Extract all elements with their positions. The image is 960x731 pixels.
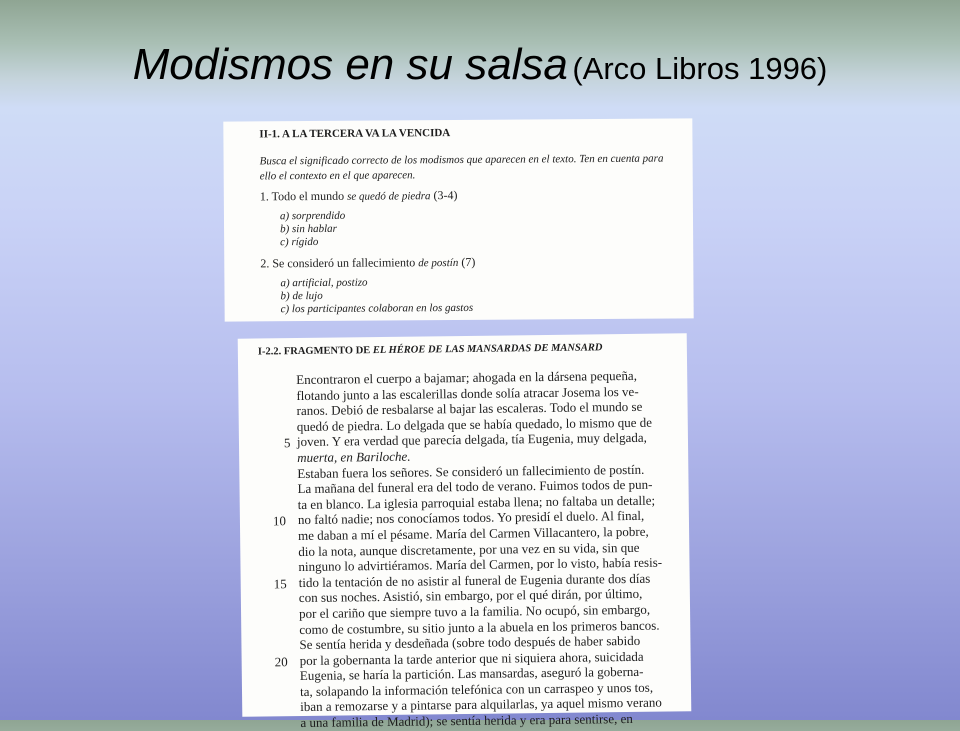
text-line: La mañana del funeral era del todo de verano. Fuimos todos de pun- — [297, 476, 653, 497]
text-line: ta, solapando la información telefónica con un carraspeo y unos tos, — [299, 679, 654, 699]
question-2-option-c: c) los participantes colaboran en los gastos — [280, 301, 474, 316]
question-1-prefix: 1. Todo el mundo — [259, 188, 345, 204]
line-number: 10 — [272, 513, 287, 529]
question-1-option-a: a) sorprendido — [279, 209, 346, 223]
title-subtitle: (Arco Libros 1996) — [572, 51, 828, 86]
text-line: muerta, en Bariloche. — [297, 448, 411, 466]
text-line: me daban a mí el pésame. María del Carmen Villacantero, la pobre, — [298, 523, 649, 543]
exercise-instructions: Busca el significado correcto de los modismos que aparecen en el texto. Ten en cuenta para ello el contexto en el que aparecen. — [259, 152, 664, 183]
line-number: 20 — [274, 654, 288, 670]
text-line: por la gobernanta la tarde anterior que ni siquiera ahora, suicidada — [299, 648, 644, 668]
text-line: iban a remozarse y a pintarse para alquilarlas, ya aquel mismo verano — [300, 695, 662, 715]
question-2-idiom: de postín — [418, 257, 459, 270]
fragment-body — [296, 367, 692, 730]
question-1 — [260, 188, 458, 204]
text-line: a una familia de Madrid); se sentía herida y era para sentirse, en — [300, 711, 633, 731]
text-line: ranos. Debió de resbalarse al bajar las escaleras. Todo el mundo se — [296, 399, 643, 419]
text-line: flotando junto a las escalerillas donde solía atracar Josema los ve- — [296, 383, 639, 403]
question-2-ref: (7) — [461, 254, 476, 269]
question-2-prefix: 2. Se consideró un fallecimiento — [260, 255, 416, 271]
title-main: Modismos en su salsa — [132, 40, 568, 89]
question-2-option-a: a) artificial, postizo — [280, 276, 368, 290]
question-2 — [260, 255, 475, 272]
text-line: Eugenia, se haría la partición. Las mansardas, aseguró la goberna- — [299, 664, 644, 684]
fragment-heading — [258, 342, 603, 357]
question-1-option-c: c) rígido — [280, 235, 319, 249]
text-line: dio la nota, aunque discretamente, por una vez en su vida, sin que — [298, 539, 640, 559]
question-1-idiom: se quedó de piedra — [347, 190, 431, 203]
text-line: Encontraron el cuerpo a bajamar; ahogada en la dársena pequeña, — [296, 367, 637, 388]
text-line: ta en blanco. La iglesia parroquial estaba llena; no faltaba un detalle; — [297, 492, 656, 512]
text-line: quedó de piedra. Lo delgada que se había quedado, lo mismo que de — [296, 414, 653, 434]
text-line: tido la tentación de no asistir al funeral de Eugenia durante dos días — [298, 570, 651, 590]
novel-fragment-image — [238, 333, 692, 731]
text-line: joven. Y era verdad que parecía delgada, tía Eugenia, muy delgada, — [296, 430, 647, 450]
exercise-excerpt-image — [223, 118, 693, 321]
slide-title — [0, 40, 960, 90]
line-number: 5 — [283, 435, 291, 451]
text-line: con sus noches. Asistió, sin embargo, por el qué dirán, por último, — [298, 586, 643, 606]
question-2-option-b: b) de lujo — [280, 289, 323, 303]
text-line: por el cariño que siempre tuvo a la familia. No ocupó, sin embargo, — [298, 601, 651, 621]
fragment-heading-title: EL HÉROE DE LAS MANSARDAS DE MANSARD — [372, 342, 603, 357]
text-line: como de costumbre, su sitio junto a la abuela en los primeros bancos. — [299, 617, 660, 637]
text-line: no faltó nadie; nos conocíamos todos. Yo presidí el duelo. Al final, — [297, 508, 645, 528]
line-number: 15 — [273, 576, 287, 592]
exercise-heading: II-1. A LA TERCERA VA LA VENCIDA — [259, 127, 451, 141]
question-1-option-b: b) sin hablar — [280, 222, 337, 236]
text-line: ninguno lo advirtiéramos. María del Carmen, por lo visto, había resis- — [298, 554, 663, 575]
question-1-ref: (3-4) — [433, 188, 458, 203]
fragment-heading-prefix: I-2.2. FRAGMENTO DE — [257, 345, 371, 358]
text-line: Estaban fuera los señores. Se consideró un fallecimiento de postín. — [297, 461, 645, 481]
text-line: Se sentía herida y desdeñada (sobre todo después de haber sabido — [299, 632, 641, 653]
